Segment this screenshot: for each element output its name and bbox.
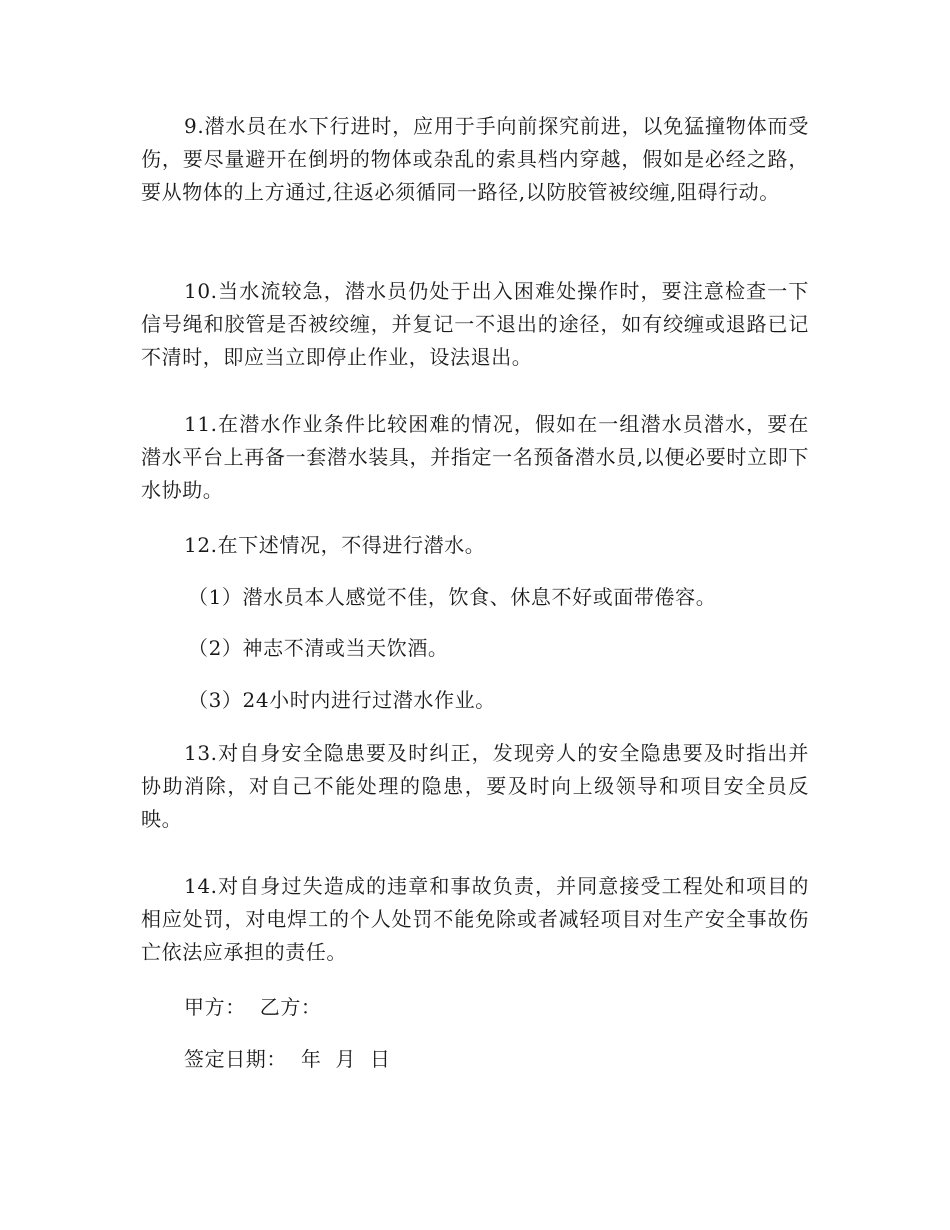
signature-parties: 甲方： 乙方： bbox=[184, 995, 322, 1019]
paragraph-item-14: 14.对自身过失造成的违章和事故负责，并同意接受工程处和项目的相应处罚，对电焊工的个人处罚不能免除或者减轻项目对生产安全事故伤亡依法应承担的责任。 bbox=[141, 874, 809, 964]
signature-date: 签定日期： 年 月 日 bbox=[184, 1047, 391, 1071]
sub-item-2: （2）神志不清或当天饮酒。 bbox=[188, 636, 449, 660]
paragraph-item-13: 13.对自身安全隐患要及时纠正，发现旁人的安全隐患要及时指出并协助消除，对自己不能处理的隐患，要及时向上级领导和项目安全员反映。 bbox=[141, 741, 809, 831]
paragraph-item-10: 10.当水流较急，潜水员仍处于出入困难处操作时，要注意检查一下信号绳和胶管是否被绞缠，并复记一不退出的途径，如有绞缠或退路已记不清时，即应当立即停止作业，设法退出。 bbox=[141, 279, 809, 369]
paragraph-item-11: 11.在潜水作业条件比较困难的情况，假如在一组潜水员潜水，要在潜水平台上再备一套潜水装具，并指定一名预备潜水员,以便必要时立即下水协助。 bbox=[141, 412, 809, 502]
sub-item-1: （1）潜水员本人感觉不佳，饮食、休息不好或面带倦容。 bbox=[188, 585, 717, 609]
paragraph-item-9: 9.潜水员在水下行进时，应用于手向前探究前进，以免猛撞物体而受伤，要尽量避开在倒坍的物体或杂乱的索具档内穿越，假如是必经之路，要从物体的上方通过,往返必须循同一路径,以防胶管被绞缠,阻碍行动。 bbox=[141, 114, 809, 204]
paragraph-item-12: 12.在下述情况，不得进行潜水。 bbox=[184, 533, 486, 557]
sub-item-3: （3）24小时内进行过潜水作业。 bbox=[188, 688, 496, 712]
